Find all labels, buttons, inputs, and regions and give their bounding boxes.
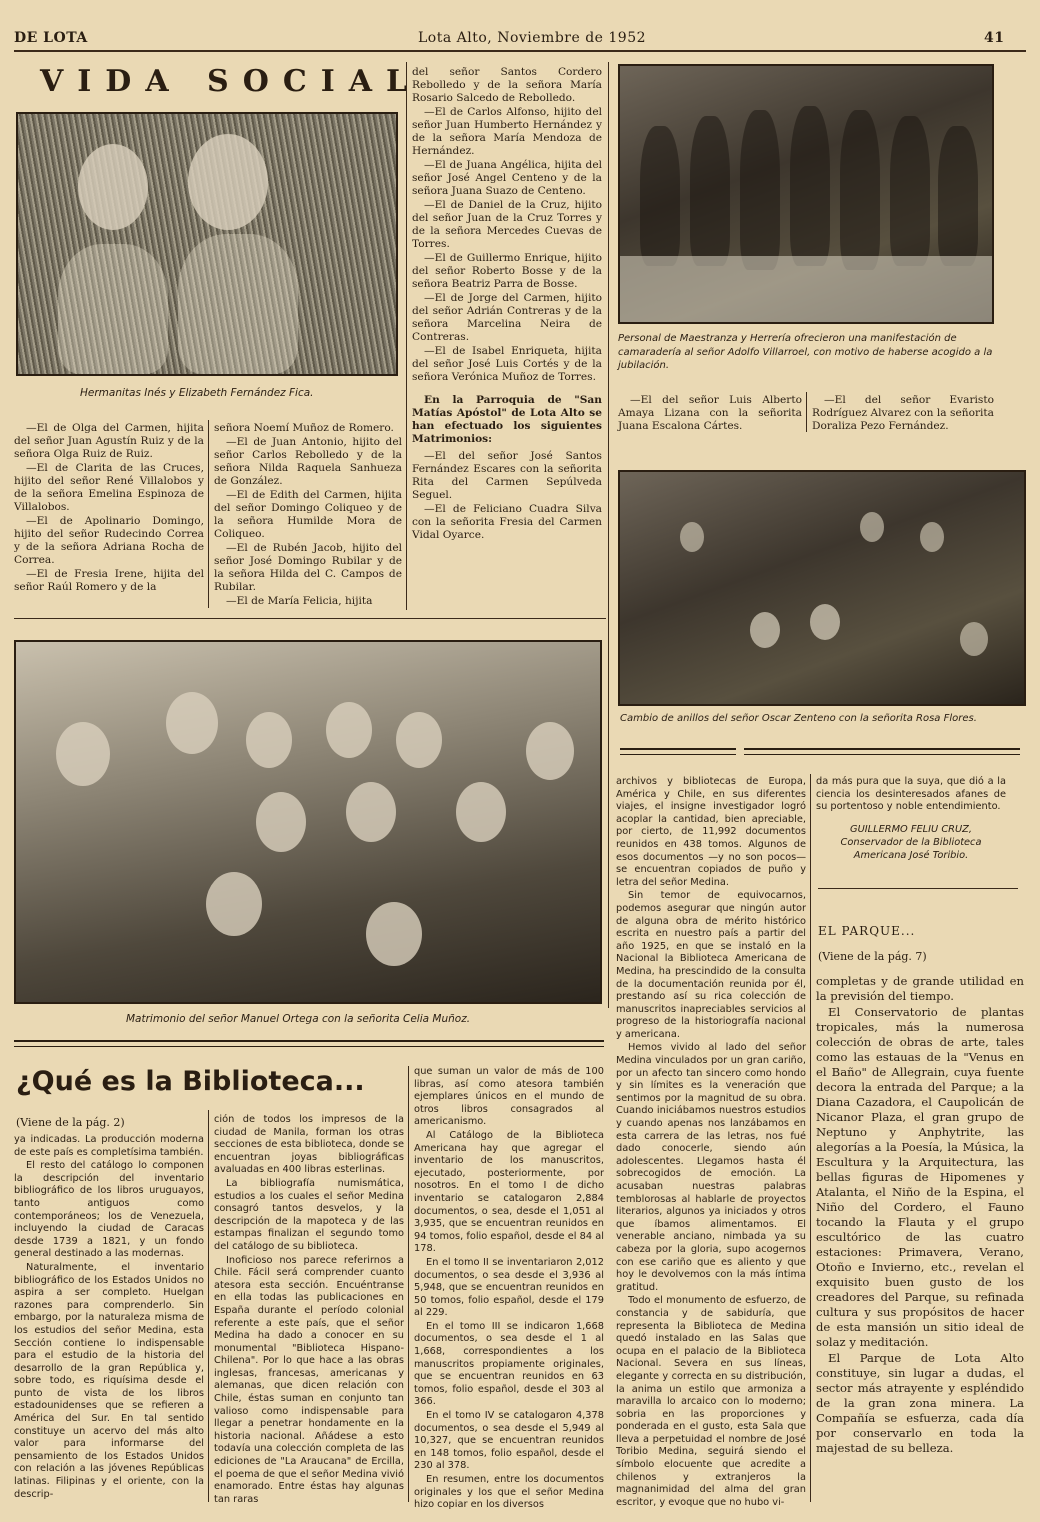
paragraph: que suman un valor de más de 100 libras, así como atesora también ejemplares únicos en el mundo de otros libros consagrados al americanismo. [414, 1066, 604, 1128]
photo-zenteno [618, 470, 1026, 706]
biblioteca-column-5 [816, 776, 1006, 864]
photo-maestranza-caption: Personal de Maestranza y Herrería ofrecieron una manifestación de camaradería al señor Adolfo Villarroel, con motivo de haberse acogido a la jubilación. [618, 333, 993, 371]
birth-entry: —El de Apolinario Domingo, hijito del señor Rudecindo Correa y de la señora Adriana Rocha de Correa. [14, 515, 204, 566]
paragraph: Al Catálogo de la Biblioteca Americana hay que agregar el inventario de los manuscritos, ejecutado, posteriormente, por nosotros. En el tomo I de dicho inventario se catalogaron 2,884 documentos, o sea, desde el 1,051 al 3,935, que se encuentran reunidos en 94 tomos, folio español, desde el 84 al 178. [414, 1129, 604, 1255]
wedding-entry: —El del señor Evaristo Rodríguez Alvarez con la señorita Doraliza Pezo Fernández. [812, 394, 994, 432]
biblioteca-column-1 [14, 1134, 204, 1502]
paragraph: Hemos vivido al lado del señor Medina vinculados por un gran cariño, por un afecto tan sincero como hondo y sin límites es la veneración que sentimos por la magnitud de su obra. Cuando iniciábamos nuestros estudios y cuando apenas nos lanzábamos en esta carrera de las letras, nos fué dado conocerle, siendo aún adolescentes. Llegamos hasta él sobrecogidos de emoción. La acusaban nuestras palabras temblorosas al hablarle de proyectos literarios, algunos ya iniciados y otros que íbamos alimentamos. El venerable anciano, nimbada ya su cabeza por la gloria, supo acogernos con ese cariño que es aliento y que hoy le devolvemos con la más íntima gratitud. [616, 1042, 806, 1293]
birth-entry: —El de Juan Antonio, hijito del señor Carlos Rebolledo y de la señora Nilda Raquela Sanhueza de González. [214, 436, 402, 487]
vida-social-title: VIDA SOCIAL [40, 64, 422, 99]
paragraph: completas y de grande utilidad en la previsión del tiempo. [816, 974, 1024, 1003]
birth-entry: señora Noemí Muñoz de Romero. [214, 422, 394, 434]
paragraph: Sin temor de equivocarnos, podemos asegurar que ningún autor de alguna obra de mérito histórico escrita en nuestro país a partir del año 1925, en que se instaló en la Nacional la Biblioteca Americana de Medina, ha prescindido de la consulta de la documentación reunida por él, prestando así su rica colección de manuscritos inapreciables servicios al progreso de la historiografía nacional y americana. [616, 890, 806, 1040]
photo-ortega-wedding [14, 640, 602, 1004]
births-column-a [14, 422, 204, 595]
birth-entry: —El de Clarita de las Cruces, hijito del señor René Villalobos y de la señora Emelina Espinoza de Villalobos. [14, 462, 204, 513]
paragraph: La bibliografía numismática, estudios a los cuales el señor Medina consagró tantos desvelos, y la descripción de la mapoteca y de las estampas finalizan el segundo tomo del catálogo de su biblioteca. [214, 1177, 404, 1252]
paragraph: ción de todos los impresos de la ciudad de Manila, forman los otras secciones de esta biblioteca, donde se encuentran joyas bibliográficas avaluadas en 400 libras esterlinas. [214, 1114, 404, 1176]
birth-entry: —El de Carlos Alfonso, hijito del señor Juan Humberto Hernández y de la señora María Mendoza de Hernández. [412, 106, 602, 157]
paragraph: En resumen, entre los documentos originales y los que el señor Medina hizo copiar en los diversos [414, 1474, 604, 1511]
photo-ortega-caption: Matrimonio del señor Manuel Ortega con la señorita Celia Muñoz. [126, 1013, 471, 1025]
photo-maestranza [618, 64, 994, 324]
wedding-entry: —El del señor José Santos Fernández Escares con la señorita Rita del Carmen Sepúlveda Seguel. [412, 450, 602, 501]
header-section-name: DE LOTA [14, 30, 88, 46]
birth-entry: —El de Isabel Enriqueta, hijita del señor José Luis Cortés y de la señora Verónica Muñoz de Torres. [412, 345, 602, 383]
signature-name: GUILLERMO FELIU CRUZ, [850, 823, 972, 835]
birth-entry: —El de Guillermo Enrique, hijito del señor Roberto Bosse y de la señora Beatriz Parra de Bosse. [412, 252, 602, 290]
biblioteca-column-2 [214, 1114, 404, 1507]
photo-zenteno-caption: Cambio de anillos del señor Oscar Zenteno con la señorita Rosa Flores. [620, 713, 977, 724]
births-column-c [412, 66, 602, 543]
paragraph: En el tomo III se indicaron 1,668 documentos, o sea desde el 1 al 1,668, correspondientes a los manuscritos propiamente originales, que se encuentran reunidos en 63 tomos, folio español, desde el 303 al 366. [414, 1320, 604, 1408]
paragraph: Naturalmente, el inventario bibliográfico de los Estados Unidos no aspira a ser completo. Huelgan razones para comprenderlo. Sin embargo, por la naturaleza misma de los estudios del señor Medina, esta Sección contiene lo indispensable para el estudio de la historia del desarrollo de la gran República y, sobre todo, es riquísima desde el punto de vista de los libros estadounidenses que se refieren a América del Sur. En tal sentido constituye un acervo del más alto valor para informarse del pensamiento de los Estados Unidos con relación a las jóvenes Repúblicas latinas. Filipinas y el oriente, con la descrip- [14, 1261, 204, 1500]
paragraph: El resto del catálogo lo componen la descripción del inventario bibliográfico de los libros uruguayos, tanto antiguos como contemporáneos; los de Venezuela, incluyendo la ciudad de Caracas desde 1739 a 1821, y un fondo general destinado a las modernas. [14, 1160, 204, 1260]
paragraph: En el tomo IV se catalogaron 4,378 documentos, o sea desde el 5,949 al 10,327, que se encuentran reunidos en 148 tomos, folio español, desde el 230 al 378. [414, 1410, 604, 1472]
photo-hermanitas-caption: Hermanitas Inés y Elizabeth Fernández Fica. [80, 387, 314, 399]
biblioteca-column-4 [616, 776, 806, 1510]
wedding-entry: —El del señor Luis Alberto Amaya Lizana con la señorita Juana Escalona Cártes. [618, 394, 802, 432]
wedding-rodriguez [812, 394, 994, 434]
birth-entry: —El de Juana Angélica, hijita del señor José Angel Centeno y de la señora Juana Suazo de Centeno. [412, 159, 602, 197]
birth-entry: —El de Daniel de la Cruz, hijito del señor Juan de la Cruz Torres y de la señora Mercedes Cuevas de Torres. [412, 199, 602, 250]
biblioteca-viene: (Viene de la pág. 2) [16, 1116, 125, 1129]
births-column-b [214, 422, 402, 609]
photo-hermanitas [16, 112, 398, 376]
paragraph: Todo el monumento de esfuerzo, de constancia y de sabiduría, que representa la Biblioteca de Medina quedó instalado en las Salas que ocupa en el palacio de la Biblioteca Nacional. Severa en sus líneas, elegante y correcta en su distribución, la anima un estilo que armoniza a maravilla lo arcaico con lo moderno; sobria en las proporciones y ponderada en el gusto, esta Sala que lleva a perpetuidad el nombre de José Toribio Medina, seguirá siendo el símbolo elocuente que acredite a chilenos y extranjeros la magnanimidad del alma del gran escritor, y evoque que no hubo vi- [616, 1295, 806, 1508]
parroquia-heading: En la Parroquia de "San Matías Apóstol" de Lota Alto se han efectuado los siguientes Matrimonios: [412, 394, 602, 445]
paragraph: da más pura que la suya, que dió a la ciencia los desinteresados afanes de su portentoso y noble entendimiento. [816, 776, 1006, 813]
paragraph: Inoficioso nos parece referirnos a Chile. Fácil será comprender cuanto atesora esta sección. Encuéntranse en ella todas las publicaciones en España durante el período colonial referente a este país, que el señor Medina ha dado a conocer en su monumental "Biblioteca Hispano-Chilena". Por lo que hace a las obras inglesas, francesas, americanas y alemanas, que dicen relación con Chile, éstas suman en conjunto tan valioso como indispensable para llegar a penetrar hondamente en la historia nacional. Añádese a esto todavía una colección completa de las ediciones de "La Araucana" de Ercilla, el poema de que el señor Medina vivió enamorado. Entre éstas hay algunas tan raras [214, 1254, 404, 1505]
paragraph: El Parque de Lota Alto constituye, sin lugar a dudas, el sector más atrayente y espléndido de la gran zona minera. La Compañía se esfuerza, cada día por conservarlo en toda la majestad de su belleza. [816, 1351, 1024, 1455]
biblioteca-title: ¿Qué es la Biblioteca... [16, 1066, 365, 1097]
wedding-entry: —El de Feliciano Cuadra Silva con la señorita Fresia del Carmen Vidal Oyarce. [412, 503, 602, 541]
parque-viene: (Viene de la pág. 7) [818, 950, 927, 963]
header-rule [14, 50, 1026, 52]
wedding-amaya [618, 394, 802, 434]
paragraph: En el tomo II se inventariaron 2,012 documentos, o sea desde el 3,936 al 5,948, que se encuentran reunidos en 50 tomos, folio español, desde el 179 al 229. [414, 1256, 604, 1319]
birth-entry: —El de María Felicia, hijita [226, 595, 373, 607]
birth-entry: —El de Jorge del Carmen, hijito del señor Adrián Contreras y de la señora Marcelina Neira de Contreras. [412, 292, 602, 343]
birth-entry: —El de Rubén Jacob, hijito del señor José Domingo Rubilar y de la señora Hilda del C. Campos de Rubilar. [214, 542, 402, 593]
paragraph: ya indicadas. La producción moderna de este país es completísima también. [14, 1134, 204, 1158]
birth-entry: —El de Edith del Carmen, hijita del señor Domingo Coliqueo y de la señora Humilde Mora de Coliqueo. [214, 489, 402, 540]
birth-entry: —El de Olga del Carmen, hijita del señor Juan Agustín Ruiz y de la señora Olga Ruiz de Ruiz. [14, 422, 204, 460]
paragraph: archivos y bibliotecas de Europa, América y Chile, en sus diferentes viajes, el insigne investigador logró acoplar la cantidad, bien apreciable, por cierto, de 11,992 documentos reunidos en 438 tomos. Algunos de esos documentos —y no son pocos— se encuentran copiados de puño y letra del señor Medina. [616, 776, 806, 888]
parque-title: EL PARQUE... [818, 924, 916, 938]
signature-role: Conservador de la Biblioteca Americana José Toribio. [840, 837, 982, 861]
page-number: 41 [984, 30, 1005, 46]
parque-column [816, 974, 1024, 1457]
birth-entry: —El de Fresia Irene, hijita del señor Raúl Romero y de la [14, 568, 204, 593]
header-date: Lota Alto, Noviembre de 1952 [418, 30, 647, 46]
birth-entry: del señor Santos Cordero Rebolledo y de la señora María Rosario Salcedo de Rebolledo. [412, 66, 602, 104]
paragraph: El Conservatorio de plantas tropicales, más la numerosa colección de obras de arte, tales como las estauas de la "Venus en el Baño" de Allegrain, cuya fuente decora la entrada del Parque; a la Diana Cazadora, el Caupolicán de Nicanor Plaza, el gran grupo de Neptuno y Anphytrite, las alegorías a la Poesía, la Música, la Escultura y la Arquitectura, las bellas figuras de Hipomenes y Atalanta, el Niño de la Espina, el Niño del Cordero, el Fauno tocando la Flauta y el grupo escultórico de las cuatro estaciones: Primavera, Verano, Otoño e Invierno, etc., revelan el exquisito buen gusto de los creadores del Parque, su refinada cultura y sus propósitos de hacer de esta mansión un sitio ideal de solaz y meditación. [816, 1005, 1024, 1349]
biblioteca-column-3 [414, 1066, 604, 1513]
